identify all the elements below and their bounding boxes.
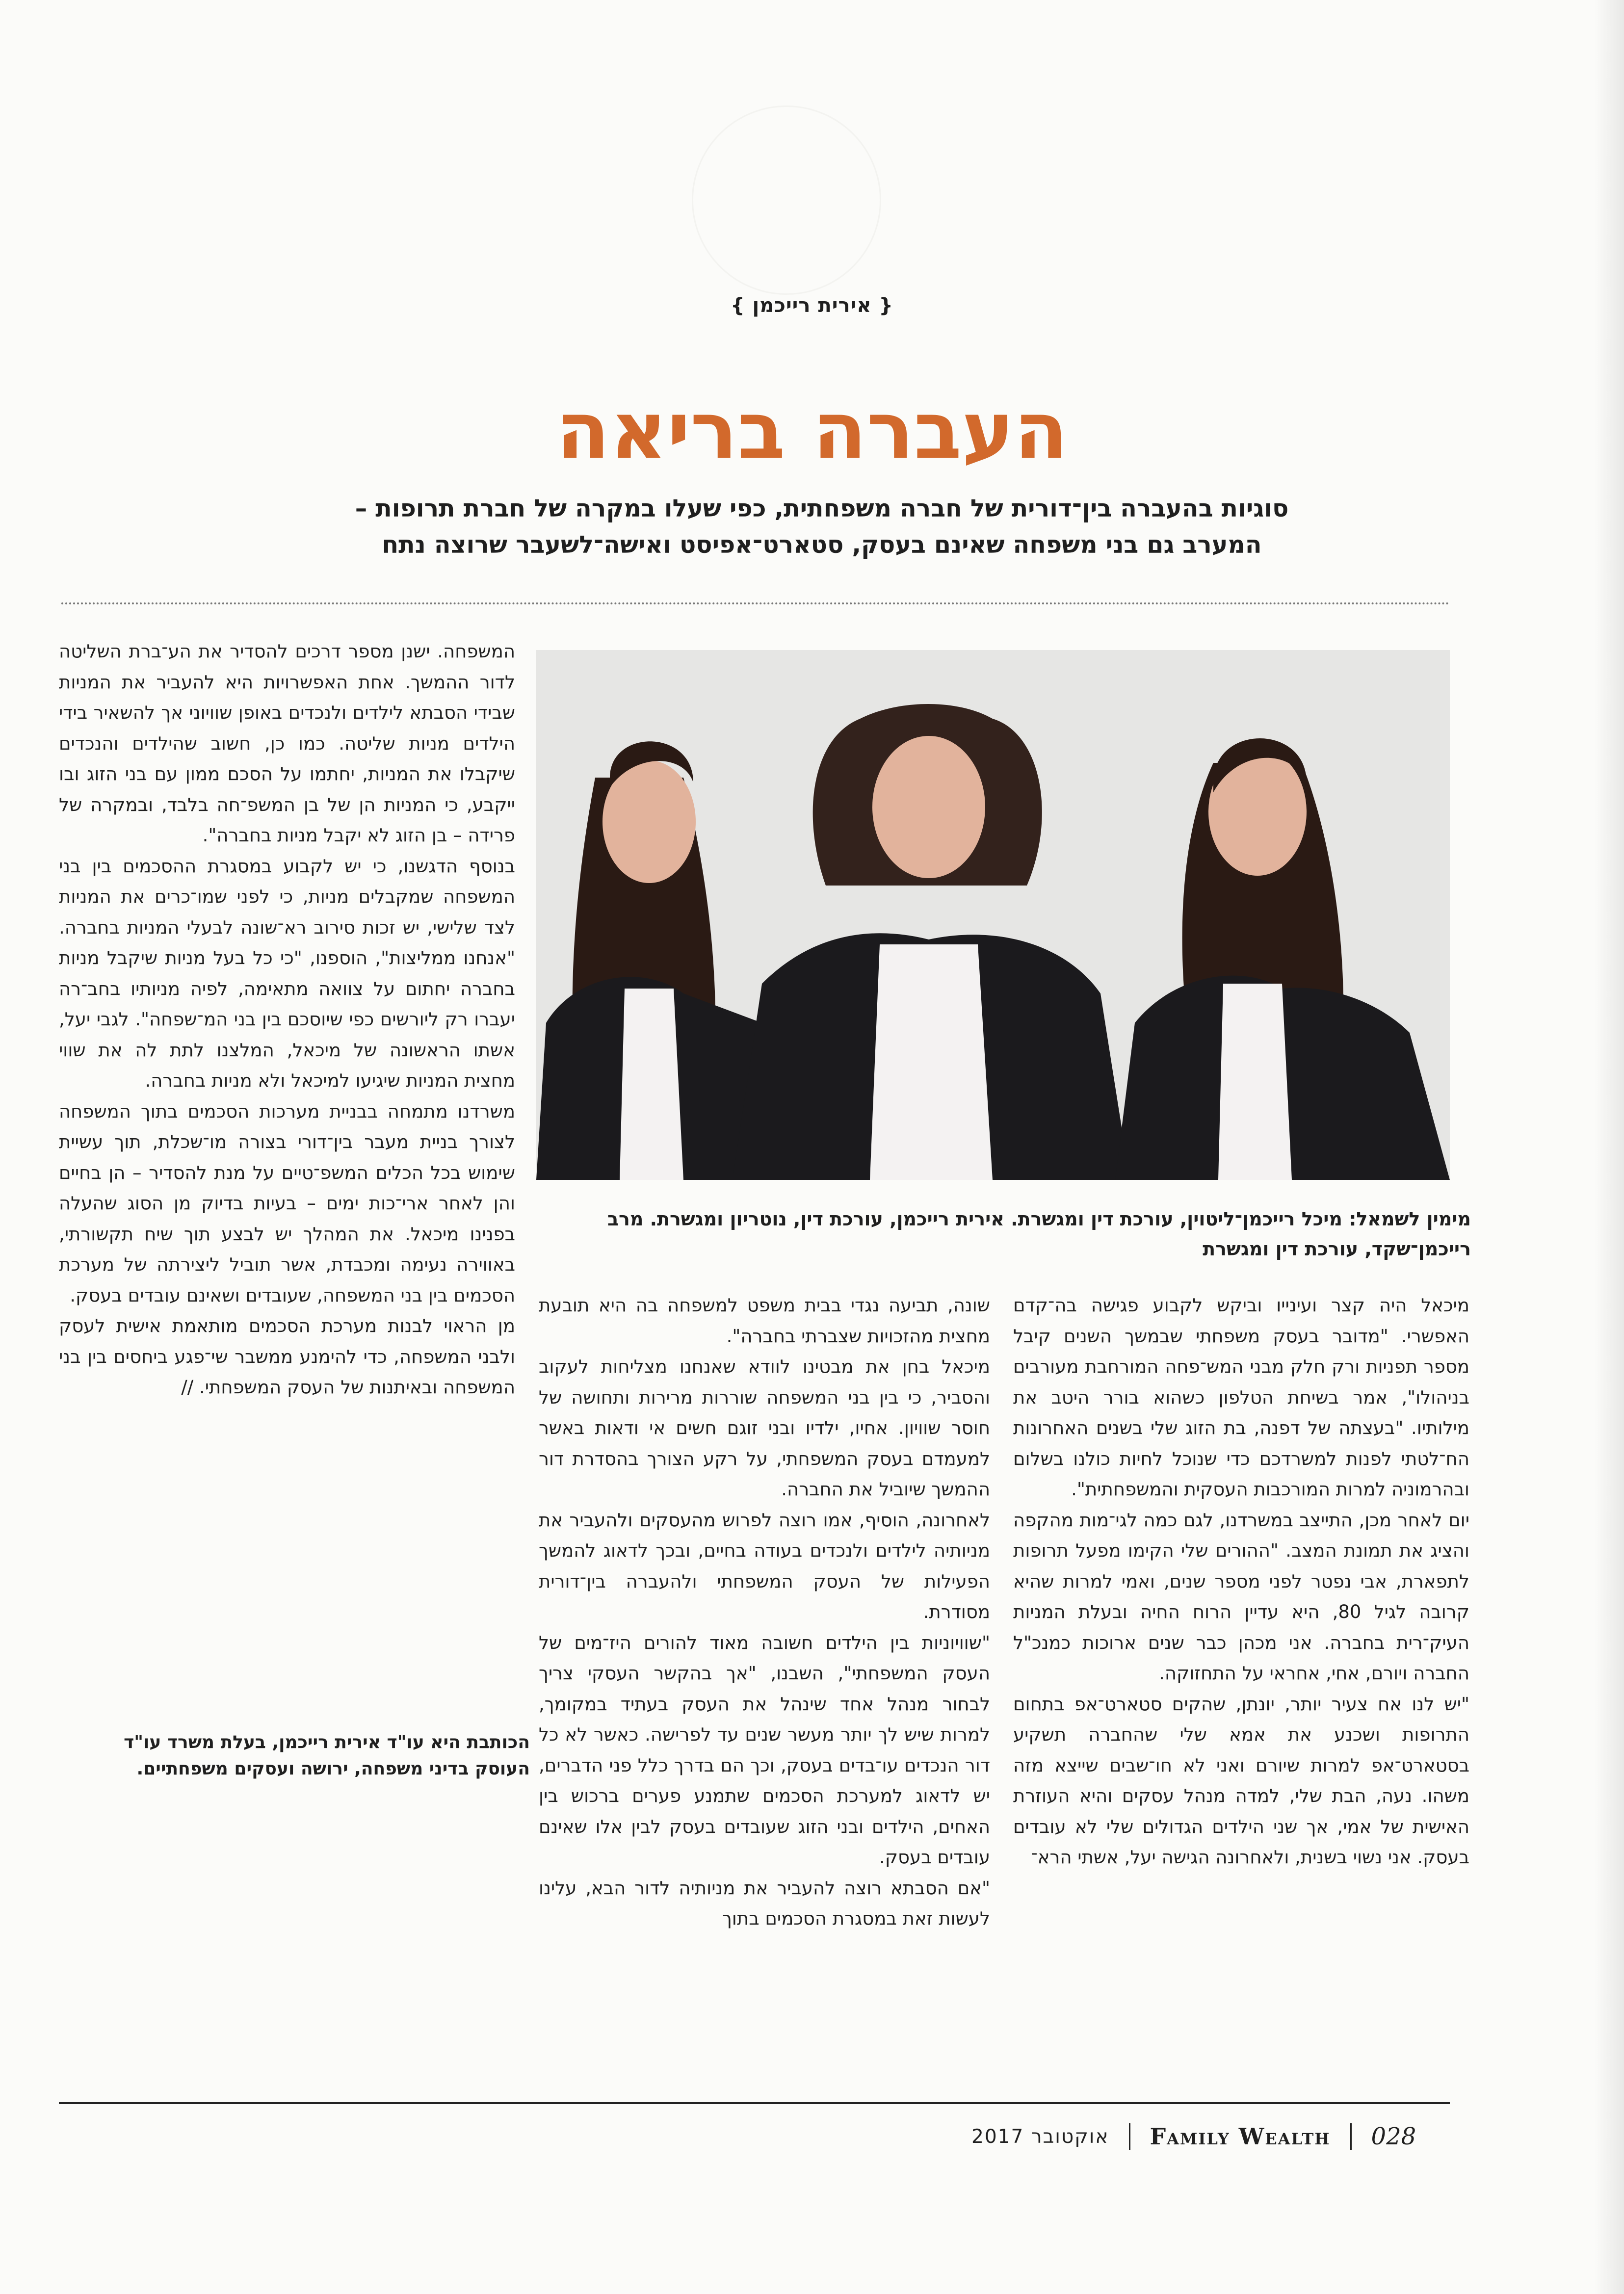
page-number: 028 — [1371, 2123, 1416, 2150]
author-byline: { אירית רייכמן } — [731, 294, 893, 317]
header-rule — [61, 602, 1450, 604]
three-women-portrait — [536, 650, 1450, 1180]
article-column-left — [59, 636, 515, 1403]
paragraph: בנוסף הדגשנו, כי יש לקבוע במסגרת ההסכמים בין בני המשפחה שמקבלים מניות, כי לפני שמו־כרים את המניות לצד שלישי, יש זכות סירוב רא־שונה לבעלי המניות בחברה. "אנחנו ממליצות", הוספנו, "כי כל בעל מניות שיקבל מניות בחברה יחתום על צוואה מתאימה, לפיה מניותיו בחב־רה יעברו רק ליורשים כפי שיוסכם בין בני המ־שפחה". לגבי יעל, אשתו הראשונה של מיכאל, המלצנו לתת לה את שווי מחצית המניות שיגיעו למיכאל ולא מניות בחברה. — [59, 855, 515, 1092]
paragraph: "אם הסבתא רוצה להעביר את מניותיה לדור הבא, עלינו לעשות זאת במסגרת הסכמים בתוך — [539, 1877, 990, 1929]
watermark-seal — [692, 105, 881, 295]
paragraph: מיכאל היה קצר ועינייו וביקש לקבוע פגישה בה־קדם האפשרי. "מדובר בעסק משפחתי שבמשך השנים קיבל מספר תפניות ורק חלק מבני המש־פחה המורחבת מעורבים בניהולו", אמר בשיחת הטלפון כשהוא בורר היטב את מילותיו. "בעצתה של דפנה, בת הזוג שלי בשנים האחרונות הח־לטתי לפנות למשרדכם כדי שנוכל לחיות כולנו בשלום ובהרמוניה למרות המורכבות העסקית והמשפחתית". — [1013, 1295, 1469, 1500]
paragraph: "יש לנו אח צעיר יותר, יונתן, שהקים סטארט־אפ בתחום התרופות ושכנע את אמא שלי שהחברה תשקיע בסטארט־אפ למרות שיורם ואני לא חו־שבים שייצא מזה משהו. נעה, הבת שלי, למדה מנהל עסקים והיא העוזרת האישית של אמי, אך שני הילדים הגדולים שלי לא עובדים בעסק. אני נשוי בשנית, ולאחרונה הגישה יעל, אשתי הרא־ — [1013, 1693, 1469, 1868]
magazine-brand: Family Wealth — [1129, 2123, 1352, 2150]
article-column-middle — [539, 1290, 990, 1934]
deck-line: המערב גם בני משפחה שאינם בעסק, סטארט־אפיסט ואישה־לשעבר שרוצה נתח — [382, 530, 1262, 559]
paragraph: לאחרונה, הוסיף, אמו רוצה לפרוש מהעסקים ולהעביר את מניותיה לילדים ולנכדים בעודה בחיים, ובכך לדאוג להמשך הפעילות של העסק המשפחתי ולהעברה בין־דורית מסודרת. — [539, 1509, 990, 1623]
photo-caption: מימין לשמאל: מיכל רייכמן־ליטוין, עורכת דין ומגשרת. אירית רייכמן, עורכת דין, נוטריון ומגשרת. מרב רייכמן־שקד, עורכת דין ומגשרת — [607, 1208, 1471, 1260]
paragraph: מיכאל בחן את מבטינו לוודא שאנחנו מצליחות לעקוב והסביר, כי בין בני המשפחה שוררות מרירות ותחושה של חוסר שוויון. אחיו, ילדיו ובני זוגם חשים אי ודאות באשר למעמדם בעסק המשפחתי, על רקע הצורך בהסדרת דור ההמשך שיוביל את החברה. — [539, 1356, 990, 1500]
paragraph: משרדנו מתמחה בבניית מערכות הסכמים בתוך המשפחה לצורך בניית מעבר בין־דורי בצורה מו־שכלת, תוך עשיית שימוש בכל הכלים המשפ־טיים על מנת להסדיר – הן בחיים והן לאחר ארי־כות ימים – בעיות בדיוק מן הסוג שהעלה בפנינו מיכאל. את המהלך יש לבצע תוך שיח תקשורתי, באווירה נעימה ומכבדת, אשר תוביל ליצירתה של מערכת הסכמים בין בני המשפחה, שעובדים ושאינם עובדים בעסק. — [59, 1100, 515, 1306]
issue-date: אוקטובר 2017 — [971, 2125, 1109, 2148]
footer-rule — [59, 2102, 1450, 2104]
paragraph: המשפחה. ישנן מספר דרכים להסדיר את הע־ברת השליטה לדור ההמשך. אחת האפשרויות היא להעביר את המניות שבידי הסבתא לילדים ולנכדים באופן שוויוני אך להשאיר בידי הילדים מניות שליטה. כמו כן, חשוב שהילדים והנכדים שיקבלו את המניות, יחתמו על הסכם ממון עם בני הזוג ובו ייקבע, כי המניות הן של בן המשפ־חה בלבד, ובמקרה של פרידה – בן הזוג לא יקבל מניות בחברה". — [59, 641, 515, 846]
author-note-line: הכותבת היא עו"ד אירית רייכמן, בעלת משרד עו"ד — [124, 1732, 530, 1752]
deck-line: סוגיות בהעברה בין־דורית של חברה משפחתית, כפי שעלו במקרה של חברת תרופות – — [355, 495, 1289, 522]
paragraph: שונה, תביעה נגדי בבית משפט למשפחה בה היא תובעת מחצית מהזכויות שצברתי בחברה". — [539, 1295, 990, 1347]
paragraph: מן הראוי לבנות מערכת הסכמים מותאמת אישית לעסק ולבני המשפחה, כדי להימנע ממשבר שי־פגע ביחסים בין בני המשפחה ובאיתנות של העסק המשפחתי. // — [59, 1315, 515, 1398]
article-column-right — [1013, 1290, 1469, 1873]
article-photo — [536, 650, 1450, 1180]
paragraph: "שוויוניות בין הילדים חשובה מאוד להורים היז־מים של העסק המשפחתי", השבנו, "אך בהקשר העסקי צריך לבחור מנהל אחד שינהל את העסק בעתיד במקומך, למרות שיש לך יותר מעשר שנים עד לפרישה. כאשר לא כל דור הנכדים עו־בדים בעסק, וכך הם בדרך כלל פני הדברים, יש לדאוג למערכת הסכמים שתמנע פערים ברכוש בין האחים, הילדים ובני הזוג שעובדים בעסק לבין אלו שאינם עובדים בעסק. — [539, 1632, 990, 1868]
page-footer — [971, 2110, 1416, 2164]
paragraph: יום לאחר מכן, התייצב במשרדנו, לגם כמה לגי־מות מהקפה והציג את תמונת המצב. "ההורים שלי הקימו מפעל תרופות לתפארת, אבי נפטר לפני מספר שנים, ואמי למרות שהיא קרובה לגיל 80, היא עדיין הרוח החיה ובעלת המניות העיק־רית בחברה. אני מכהן כבר שנים ארוכות כמנכ"ל החברה ויורם, אחי, אחראי על התחזוקה. — [1013, 1509, 1469, 1684]
author-note — [88, 1729, 530, 1782]
article-deck — [194, 491, 1450, 563]
article-headline: העברה בריאה — [556, 385, 1068, 476]
page-edge — [1595, 0, 1624, 2294]
author-note-line: העוסק בדיני משפחה, ירושה ועסקים משפחתיים. — [136, 1759, 530, 1779]
